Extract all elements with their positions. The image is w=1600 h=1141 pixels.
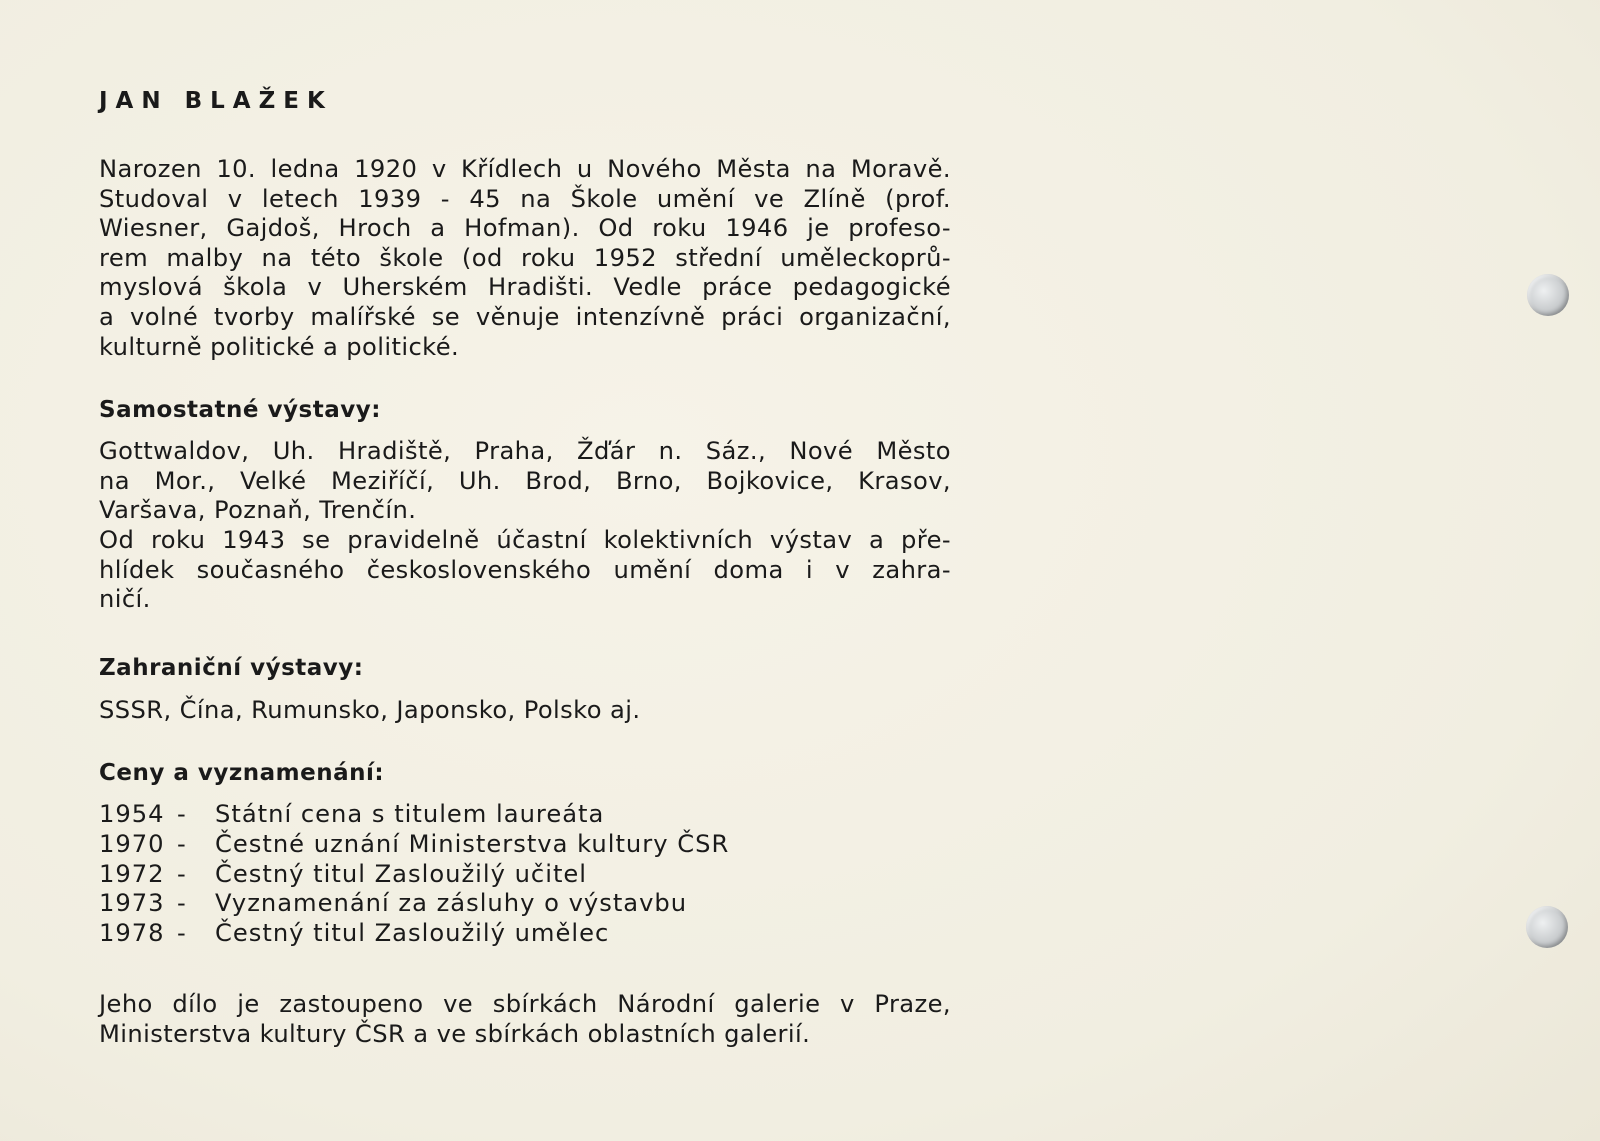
bio-line: Studoval v letech 1939 - 45 na Škole umění ve Zlíně (prof.: [99, 184, 951, 213]
award-year: 1970: [99, 829, 165, 858]
solo-exhibitions-text: [99, 437, 951, 615]
award-dash: -: [177, 829, 187, 858]
page-title: JAN BLAŽEK: [99, 88, 333, 114]
closing-line: Ministerstva kultury ČSR a ve sbírkách oblastních galerií.: [99, 1019, 811, 1048]
award-text: Čestné uznání Ministerstva kultury ČSR: [215, 829, 730, 858]
solo-line: na Mor., Velké Meziříčí, Uh. Brod, Brno, Bojkovice, Krasov,: [99, 466, 951, 495]
foreign-line: SSSR, Čína, Rumunsko, Japonsko, Polsko aj.: [99, 695, 641, 724]
bio-line: myslová škola v Uherském Hradišti. Vedle práce pedagogické: [99, 273, 951, 302]
bio-line: Narozen 10. ledna 1920 v Křídlech u Nového Města na Moravě.: [99, 155, 951, 183]
award-year: 1972: [99, 859, 165, 888]
punch-hole-bottom: [1526, 906, 1568, 948]
bio-line: Wiesner, Gajdoš, Hroch a Hofman). Od roku 1946 je profeso-: [99, 214, 951, 243]
solo-line: Gottwaldov, Uh. Hradiště, Praha, Žďár n. Sáz., Nové Město: [99, 437, 951, 466]
bio-line: a volné tvorby malířské se věnuje intenzívně práci organizační,: [99, 302, 951, 331]
award-row: [99, 800, 951, 830]
awards-heading: Ceny a vyznamenání:: [99, 760, 385, 787]
award-dash: -: [177, 918, 187, 947]
award-row: [99, 919, 951, 949]
award-row: [99, 830, 951, 860]
awards-list: [99, 800, 951, 948]
text-column: [99, 86, 951, 1049]
award-text: Státní cena s titulem laureáta: [215, 800, 605, 829]
award-row: [99, 860, 951, 890]
award-dash: -: [177, 859, 187, 888]
award-text: Vyznamenání za zásluhy o výstavbu: [215, 889, 688, 918]
closing-line: Jeho dílo je zastoupeno ve sbírkách Národní galerie v Praze,: [99, 990, 951, 1019]
punch-hole-top: [1527, 274, 1569, 316]
solo-line: Varšava, Poznaň, Trenčín.: [99, 496, 417, 525]
award-dash: -: [177, 800, 187, 829]
solo-line: ničí.: [99, 585, 151, 614]
award-text: Čestný titul Zasloužilý učitel: [215, 859, 588, 888]
solo-line: Od roku 1943 se pravidelně účastní kolektivních výstav a pře-: [99, 525, 951, 554]
foreign-exhibitions-text: [99, 696, 951, 726]
award-text: Čestný titul Zasloužilý umělec: [215, 918, 610, 947]
award-year: 1973: [99, 889, 165, 918]
bio-line: rem malby na této škole (od roku 1952 střední uměleckoprů-: [99, 243, 951, 272]
bio-line: kulturně politické a politické.: [99, 332, 460, 361]
biography: [99, 155, 951, 362]
collections-text: [99, 990, 951, 1049]
foreign-exhibitions-heading: Zahraniční výstavy:: [99, 654, 364, 681]
award-dash: -: [177, 889, 187, 918]
award-year: 1978: [99, 918, 165, 947]
solo-exhibitions-heading: Samostatné výstavy:: [99, 397, 381, 424]
solo-line: hlídek současného československého umění doma i v zahra-: [99, 555, 951, 584]
award-year: 1954: [99, 800, 165, 829]
award-row: [99, 889, 951, 919]
